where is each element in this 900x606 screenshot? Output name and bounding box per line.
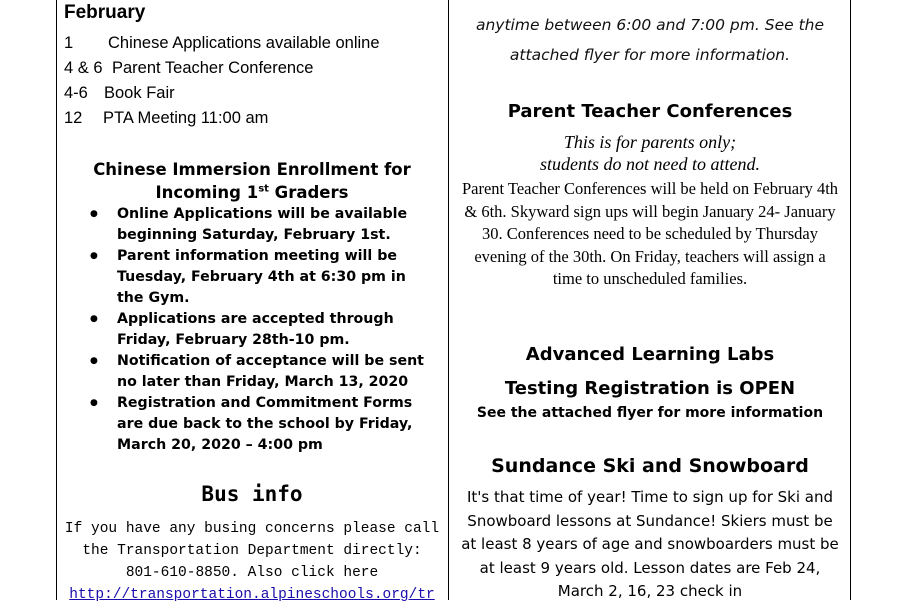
month-heading: February [64,2,146,23]
enrollment-title-superscript: st [258,183,269,195]
calendar-event: Parent Teacher Conference [112,59,314,77]
list-item: ● Parent information meeting will be Tuesday, February 4th at 6:30 pm in the Gym. [90,246,435,309]
ptc-note [458,131,842,175]
calendar-list [64,32,380,132]
enrollment-title-text-end: Graders [268,183,349,202]
ptc-note-line1: This is for parents only; [563,132,737,152]
advanced-learning-title-line2: Testing Registration is OPEN [504,378,796,399]
flyer-note-line: attached flyer for more information. [509,46,791,64]
calendar-date: 12 [64,109,83,127]
flyer-note-line: anytime between 6:00 and 7:00 pm. See the [475,16,825,34]
enrollment-title-line1: Chinese Immersion Enrollment for [93,160,411,179]
calendar-date: 4-6 [64,84,88,102]
ptc-title: Parent Teacher Conferences [507,101,793,122]
bus-info-body: If you have any busing concerns please call the Transportation Department directly: 801-610-8850. Also click here [64,521,440,581]
transportation-link[interactable]: http://transportation.alpineschools.org/tr [69,587,435,603]
advanced-learning-title-line1: Advanced Learning Labs [525,344,775,365]
advanced-learning-title [458,338,842,406]
left-border-line [56,0,57,600]
enrollment-title [64,158,440,204]
list-item: ● Online Applications will be available beginning Saturday, February 1st. [90,204,435,246]
enrollment-title-text: Incoming 1 [155,183,259,202]
calendar-event: Book Fair [104,84,175,102]
list-item: ● Registration and Commitment Forms are due back to the school by Friday, March 20, 2020 – 4:00 pm [90,393,435,456]
list-item: ● Applications are accepted through Friday, February 28th-10 pm. [90,309,435,351]
right-border-line [850,0,851,600]
calendar-item [64,82,380,107]
ptc-note-line2: students do not need to attend. [540,154,760,174]
calendar-date: 4 & 6 [64,59,103,77]
ptc-body: Parent Teacher Conferences will be held on February 4th & 6th. Skyward sign ups will begin January 24- January 30. Conferences need to be scheduled by Thursday evening of the 30th. On Friday, teachers will assign a time to unscheduled families. [461,179,839,288]
enrollment-title-line2 [64,181,440,204]
bus-info-title: Bus info [201,482,303,506]
calendar-event: Chinese Applications available online [108,34,380,52]
calendar-item [64,57,380,82]
ski-body: It's that time of year! Time to sign up for Ski and Snowboard lessons at Sundance! Skiers must be at least 8 years of age and snowboarders must be at least 9 years old. Lesson dates are Feb 24, March 2, 16, 23 check in [461,488,839,600]
calendar-item [64,107,380,132]
calendar-item [64,32,380,57]
bus-info-text [64,518,440,606]
calendar-event: PTA Meeting 11:00 am [103,109,269,127]
calendar-date: 1 [64,34,74,52]
enrollment-bullet-list [90,204,435,456]
ski-title: Sundance Ski and Snowboard [491,455,809,477]
advanced-learning-subtitle: See the attached flyer for more information [476,405,824,421]
center-border-line [448,0,449,600]
list-item: ● Notification of acceptance will be sent no later than Friday, March 13, 2020 [90,351,435,393]
